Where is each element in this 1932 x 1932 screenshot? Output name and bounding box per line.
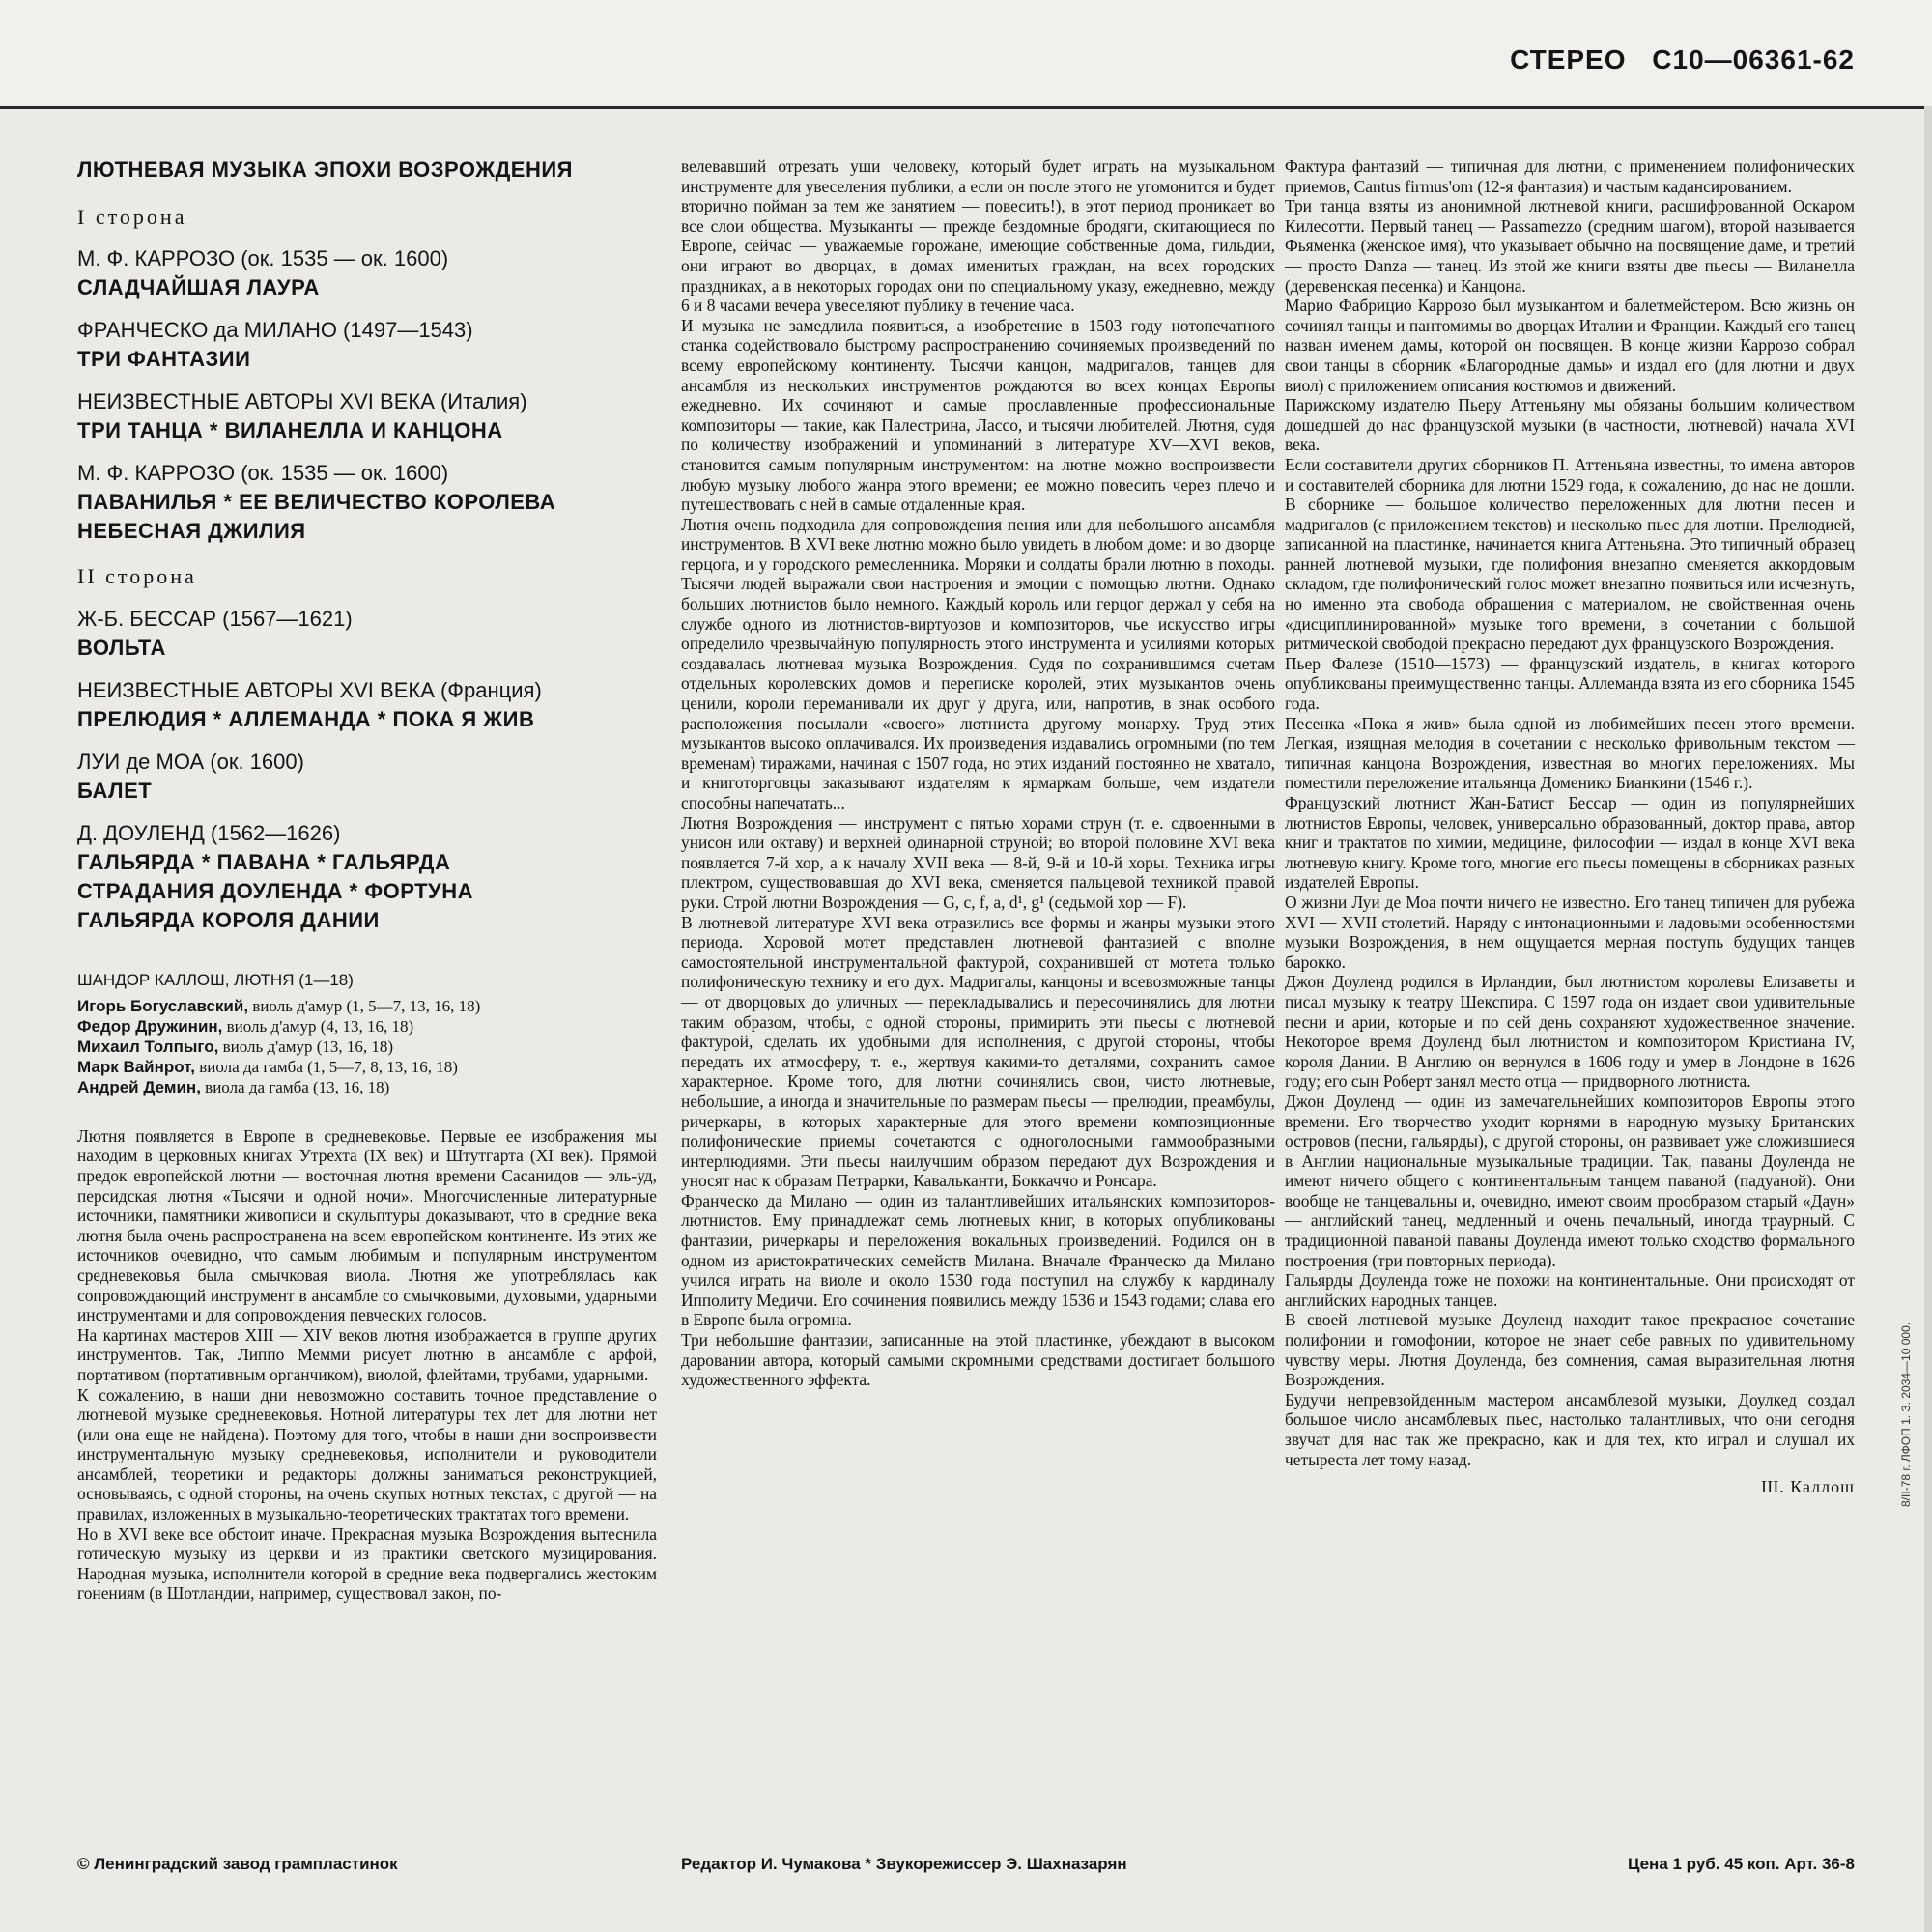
essay-paragraph: И музыка не замедлила появиться, а изобретение в 1503 году нотопечатного станка содействовало быстрому распространению сочиняемых произведений по всему европейскому континенту. Тысячи канцон, мадригалов, танцев для ансамбля из нескольких инструментов рождаются во всех концах Европы ежедневно. Их сочиняют и самые прославленные профессиональные композиторы — такие, как Палестрина, Лассо, и тысячи любителей. Лютня, судя по количеству изображений и упоминаний в литературе XV—XVI веков, становится самым популярным инструментом: на лютне можно воспроизвести любую музыку любого жанра этого времени; ее можно повесить через плечо и путешествовать с ней в самые отдаленные края.	[681, 315, 1275, 515]
performer-name: Марк Вайнрот,	[77, 1057, 196, 1076]
essay-paragraph: велевавший отрезать уши человеку, который будет играть на музыкальном инструменте для увеселения публики, а если он после этого не угомонится и будет вторично пойман за тем же занятием — повесить!), в этот период проникает во все слои общества. Музыканты — прежде бездомные бродяги, скитающиеся по Европе, сейчас — уважаемые горожане, имеющие собственные дома, гильдии, они играют во дворцах, в домах именитых граждан, на всех городских праздниках, а в некоторых городах они по специальному указу, ежедневно, между 6 и 8 часами вечера увеселяют публику в течение часа.	[681, 156, 1275, 316]
essay-paragraph: Французский лютнист Жан-Батист Бессар — один из популярнейших лютнистов Европы, человек, универсально образованный, доктор права, автор книг и трактатов по химии, медицине, философии — издал в конце XVI века лютневую книгу. Кроме того, многие его пьесы помещены в сборниках разных издателей Европы.	[1285, 793, 1855, 893]
performers	[77, 970, 657, 1097]
essay-paragraph: Будучи непревзойденным мастером ансамблевой музыки, Доулкед создал большое число ансамблевых пьес, настолько талантливых, что они сегодня звучат для нас так же прекрасно, как и для тех, кто играл и слушал их четыреста лет тому назад.	[1285, 1389, 1855, 1469]
print-info: 8/II-78 г. ЛФОП 1. З. 2034—10 000.	[1899, 1321, 1913, 1507]
essay-paragraph: Гальярды Доуленда тоже не похожи на континентальные. Они происходят от английских народных танцев.	[1285, 1270, 1855, 1310]
work-title: ВОЛЬТА	[77, 635, 166, 660]
essay-paragraph: Джон Доуленд — один из замечательнейших композиторов Европы этого времени. Его творчество уходит корнями в народную музыку Британских островов (песни, гальярды), с другой стороны, он развивает уже сложившиеся в Англии национальные музыкальные традиции. Так, паваны Доуленда не имеют ничего общего с континентальным танцем паваной (падуаной). Они вообще не танцевальны и, очевидно, имеют своим прообразом старый «Даун» — английский танец, медленный и очень печальный, иногда траурный. С традиционной паваной паваны Доуленда имеют только сходство формального построения (три повторных периода).	[1285, 1091, 1855, 1270]
lead-performer: ШАНДОР КАЛЛОШ, ЛЮТНЯ (1—18)	[77, 970, 354, 989]
composer-name: НЕИЗВЕСТНЫЕ АВТОРЫ XVI ВЕКА (Франция)	[77, 677, 542, 702]
program-entry	[77, 819, 657, 935]
essay-paragraph: В своей лютневой музыке Доуленд находит такое прекрасное сочетание полифонии и гомофонии, которое не знает себе равных по удивительному чувству меры. Лютня Доуленда, без сомнения, самая выразительная лютня Возрождения.	[1285, 1310, 1855, 1390]
side-2-label: II сторона	[77, 564, 197, 589]
essay-paragraph: Три небольшие фантазии, записанные на этой пластинке, убеждают в высоком даровании автора, который самыми скромными средствами достигает большого художественного эффекта.	[681, 1330, 1275, 1390]
essay-paragraph: Но в XVI веке все обстоит иначе. Прекрасная музыка Возрождения вытеснила готическую музыку из церкви и из практики светского музицирования. Народная музыка, исполнители которой в средние века подвергались жестоким гонениям (в Шотландии, например, существовал закон, по-	[77, 1523, 657, 1604]
composer-name: ЛУИ де МОА (ок. 1600)	[77, 749, 304, 774]
work-title: ГАЛЬЯРДА * ПАВАНА * ГАЛЬЯРДА	[77, 849, 451, 874]
composer-name: ФРАНЧЕСКО да МИЛАНО (1497—1543)	[77, 318, 473, 343]
essay-paragraph: Лютня Возрождения — инструмент с пятью хорами струн (т. е. сдвоенными в унисон или октаву) и верхней одинарной струной; во второй половине XVI века появляется 7-й хор, а к началу XVII века — 8-й, 9-й и 10-й хоры. Техника игры плектром, существовавшая до XVI века, сменяется пальцевой техникой правой руки. Строй лютни Возрождения — G, c, f, a, d¹, g¹ (седьмой хор — F).	[681, 812, 1275, 912]
performer-instrument: виоль д'амур (4, 13, 16, 18)	[222, 1016, 414, 1036]
essay-paragraph: Парижскому издателю Пьеру Аттеньяну мы обязаны большим количеством дошедшей до нас французской музыки (в частности, лютневой) начала XVI века.	[1285, 395, 1855, 455]
publisher-credit: © Ленинградский завод грампластинок	[77, 1855, 398, 1873]
editor-credit: Редактор И. Чумакова * Звукорежиссер Э. Шахназарян	[681, 1855, 1127, 1873]
performer-row	[77, 996, 657, 1016]
work-title: ГАЛЬЯРДА КОРОЛЯ ДАНИИ	[77, 907, 380, 932]
album-title: ЛЮТНЕВАЯ МУЗЫКА ЭПОХИ ВОЗРОЖДЕНИЯ	[77, 157, 573, 182]
sleeve-edge	[1924, 106, 1932, 1932]
price-info: Цена 1 руб. 45 коп. Арт. 36-8	[1627, 1855, 1855, 1873]
essay-paragraph: В лютневой литературе XVI века отразились все формы и жанры музыки этого периода. Хоровой мотет представлен лютневой фантазией с вполне самостоятельной инструментальной фактурой, сохранившей от мотета только полифоническую технику и его дух. Мадригалы, канцоны и всевозможные танцы — от дворцовых до уличных — перекладывались и пересочинялись для лютни таким образом, чтобы, с одной стороны, примирить эти пьесы с лютневой фактурой, сделать их удобными для исполнения, с другой стороны, чтобы передать их атмосферу, т. е., жертвуя какими-то деталями, сохранить самое характерное. Кроме того, для лютни сочинялись свои, чисто лютневые, небольшие, а иногда и значительные по размерам пьесы — прелюдии, преамбулы, ричеркары, в которых характерные для этого времени композиционные полифонические приемы сочетаются с одноголосными гаммообразными интерлюдиями. Эти пьесы наилучшим образом передают дух Возрождения и уносят нас к образам Петрарки, Кавальканти, Боккаччо и Ронсара.	[681, 912, 1275, 1191]
essay-paragraph: Три танца взяты из анонимной лютневой книги, расшифрованной Оскаром Килесотти. Первый танец — Passamezzo (средним шагом), второй называется Фьяменка (женское имя), что указывает обычно на посвящение даме, и третий — просто Danza — танец. Из этой же книги взяты две пьесы — Виланелла (деревенская песенка) и Канцона.	[1285, 196, 1855, 296]
essay-part-3	[1285, 156, 1855, 1469]
catalog-code: С10—06361-62	[1652, 44, 1855, 74]
essay-paragraph: Лютня появляется в Европе в средневековье. Первые ее изображения мы находим в церковных книгах Утрехта (IX век) и Штутгарта (XI век). Прямой предок европейской лютни — восточная лютня времени Сасанидов — эль-уд, персидская лютня «Тысячи и одной ночи». Многочисленные литературные источники, памятники живописи и скульптуры доказывают, что в средние века лютня была очень распространена на всем европейском континенте. Из этих же источников очевидно, что самым любимым и популярным инструментом средневековья была смычковая виола. Лютня же употреблялась как сопровождающий инструмент в ансамбле со смычковыми, духовыми, ударными инструментами и для сопровождения певческих голосов.	[77, 1125, 657, 1325]
essay-part-2	[681, 156, 1275, 1390]
work-title: ПАВАНИЛЬЯ * ЕЕ ВЕЛИЧЕСТВО КОРОЛЕВА	[77, 490, 556, 515]
work-title: СТРАДАНИЯ ДОУЛЕНДА * ФОРТУНА	[77, 878, 474, 903]
column-2	[681, 156, 1275, 1390]
program-entry	[77, 459, 657, 546]
performer-instrument: виоль д'амур (1, 5—7, 13, 16, 18)	[248, 996, 481, 1015]
essay-part-1	[77, 1126, 657, 1604]
performer-instrument: виола да гамба (1, 5—7, 8, 13, 16, 18)	[195, 1057, 458, 1076]
program-entry	[77, 676, 657, 734]
composer-name: М. Ф. КАРРОЗО (ок. 1535 — ок. 1600)	[77, 461, 449, 486]
stereo-label: СТЕРЕО	[1510, 44, 1627, 74]
performer-row	[77, 1016, 657, 1037]
header-band	[0, 0, 1932, 109]
side-2-tracklist	[77, 605, 657, 935]
performer-instrument: виоль д'амур (13, 16, 18)	[218, 1037, 394, 1056]
essay-paragraph: К сожалению, в наши дни невозможно составить точное представление о лютневой музыке средневековья. Нотной литературы тех лет для лютни нет (или она еще не найдена). Поэтому для того, чтобы в наши дни воспроизвести инструментальную музыку средневековья, исполнители и руководители ансамблей, теоретики и редакторы должны заниматься реконструкцией, основываясь, с одной стороны, на очень скупых нотных текстах, с другой — на правилах, изложенных в музыкально-теоретических трактатах того времени.	[77, 1384, 657, 1524]
side-1-tracklist	[77, 244, 657, 546]
essay-paragraph: Песенка «Пока я жив» была одной из любимейших песен этого времени. Легкая, изящная мелодия в сочетании с несколько фривольным текстом — типичная канцона Возрождения, известная во многих переложениях. Мы поместили переложение итальянца Доменико Бианкини (1546 г.).	[1285, 713, 1855, 793]
essay-paragraph: Если составители других сборников П. Аттеньяна известны, то имена авторов и составителей сборника для лютни 1529 года, к сожалению, до нас не дошли. В сборнике — большое количество переложенных для лютни песен и мадригалов (с приложением текстов) и несколько пьес для лютни. Прелюдией, записанной на пластинке, начинается книга Аттеньяна. Это типичный образец ранней лютневой музыки, где полифония внезапно сменяется аккордовым складом, где полифонический голос может внезапно появиться или исчезнуть, но именно эта свобода обращения с материалом, не свойственная очень «дисциплинированной» музыке того времени, в сочетании с большой ритмической свободой прекрасно передают дух французского Возрождения.	[1285, 454, 1855, 654]
work-title: СЛАДЧАЙШАЯ ЛАУРА	[77, 275, 320, 300]
catalog-number	[1492, 44, 1855, 75]
work-title: БАЛЕТ	[77, 778, 153, 803]
performer-row	[77, 1037, 657, 1057]
performer-list	[77, 996, 657, 1097]
column-1	[77, 156, 657, 1604]
essay-paragraph: Марио Фабрицио Каррозо был музыкантом и балетмейстером. Всю жизнь он сочинял танцы и пантомимы во дворцах Италии и Франции. Каждый его танец назван именем дамы, которой он посвящен. В конце жизни Каррозо собрал свои танцы в сборник «Благородные дамы» и издал его (для лютни и двух виол) с приложением описания костюмов и движений.	[1285, 296, 1855, 395]
performer-instrument: виола да гамба (13, 16, 18)	[200, 1077, 390, 1096]
essay-paragraph: Джон Доуленд родился в Ирландии, был лютнистом королевы Елизаветы и писал музыку к театру Шекспира. С 1597 года он издает свои удивительные песни и арии, которые и по сей день сохраняют художественное значение. Некоторое время Доуленд был лютнистом и композитором Кристиана IV, короля Дании. В Англию он вернулся в 1606 году и умер в Лондоне в 1626 году; его сын Роберт занял место отца — придворного лютниста.	[1285, 972, 1855, 1092]
essay-paragraph: О жизни Луи де Моа почти ничего не известно. Его танец типичен для рубежа XVI — XVII столетий. Наряду с интонационными и ладовыми особенностями музыки Возрождения, в нем ощущается мерная поступь будущих танцев барокко.	[1285, 892, 1855, 972]
side-1-label: I сторона	[77, 204, 187, 229]
composer-name: НЕИЗВЕСТНЫЕ АВТОРЫ XVI ВЕКА (Италия)	[77, 389, 527, 414]
work-title: НЕБЕСНАЯ ДЖИЛИЯ	[77, 519, 306, 544]
work-title: ТРИ ФАНТАЗИИ	[77, 347, 251, 372]
composer-name: Ж-Б. БЕССАР (1567—1621)	[77, 606, 353, 631]
column-3	[1285, 156, 1855, 1497]
performer-name: Федор Дружинин,	[77, 1016, 223, 1036]
program-entry	[77, 748, 657, 806]
composer-name: Д. ДОУЛЕНД (1562—1626)	[77, 820, 341, 845]
program-entry	[77, 605, 657, 663]
performer-name: Михаил Толпыго,	[77, 1037, 219, 1056]
composer-name: М. Ф. КАРРОЗО (ок. 1535 — ок. 1600)	[77, 246, 449, 271]
performer-row	[77, 1057, 657, 1077]
program-entry	[77, 244, 657, 302]
essay-paragraph: Франческо да Милано — один из талантливейших итальянских композиторов-лютнистов. Ему принадлежат семь лютневых книг, в которых опубликованы фантазии, ричеркары и переложения вокальных произведений. Родился он в одном из аристократических семейств Милана. Вначале Франческо да Милано учился играть на виоле и около 1530 года поступил на службу к кардиналу Ипполиту Медичи. Его сочинения появились между 1536 и 1543 годами; слава его в Европе была огромна.	[681, 1190, 1275, 1330]
performer-name: Игорь Богуславский,	[77, 996, 249, 1015]
work-title: ПРЕЛЮДИЯ * АЛЛЕМАНДА * ПОКА Я ЖИВ	[77, 706, 535, 731]
performer-row	[77, 1077, 657, 1097]
performer-name: Андрей Демин,	[77, 1077, 201, 1096]
essay-paragraph: Пьер Фалезе (1510—1573) — французский издатель, в книгах которого опубликованы преимущественно танцы. Аллеманда взята из его сборника 1545 года.	[1285, 653, 1855, 714]
program-entry	[77, 387, 657, 445]
work-title: ТРИ ТАНЦА * ВИЛАНЕЛЛА И КАНЦОНА	[77, 418, 503, 443]
footer	[77, 1855, 1855, 1884]
program-entry	[77, 316, 657, 374]
author-signature: Ш. Каллош	[1761, 1477, 1855, 1497]
essay-paragraph: На картинах мастеров XIII — XIV веков лютня изображается в группе других инструментов. Так, Липпо Мемми рисует лютню в ансамбле с арфой, портативом (портативным органчиком), виолой, флейтами, трубами, ударными.	[77, 1324, 657, 1384]
essay-paragraph: Фактура фантазий — типичная для лютни, с применением полифонических приемов, Cantus firmus'om (12-я фантазия) и частым кадансированием.	[1285, 156, 1855, 196]
essay-paragraph: Лютня очень подходила для сопровождения пения или для небольшого ансамбля инструментов. В XVI веке лютню можно было увидеть в любом доме: и во дворце герцога, и у городского ремесленника. Моряки и солдаты брали лютню в походы. Тысячи людей выражали свои настроения и эмоции с помощью лютни. Однако больших лютнистов было немного. Каждый король или герцог держал у себя на службе одного из лютнистов-виртуозов и композиторов, чье искусство игры определило чрезвычайную популярность этого инструмента и усилиями которых создавалась лютневая музыка Возрождения. Судя по сохранившимся счетам отдельных королевских домов и переписке королей, этих музыкантов очень ценили, короли переманивали их друг у друга, или, напротив, в знак особого расположения посылали «своего» лютниста другому монарху. Труд этих музыкантов высоко оплачивался. Их произведения издавались огромными (по тем временам) тиражами, начиная с 1507 года, но этих изданий постоянно не хватало, и книготорговцы заказывают издателям к ярмаркам больше, чем издатели способны напечатать...	[681, 514, 1275, 812]
